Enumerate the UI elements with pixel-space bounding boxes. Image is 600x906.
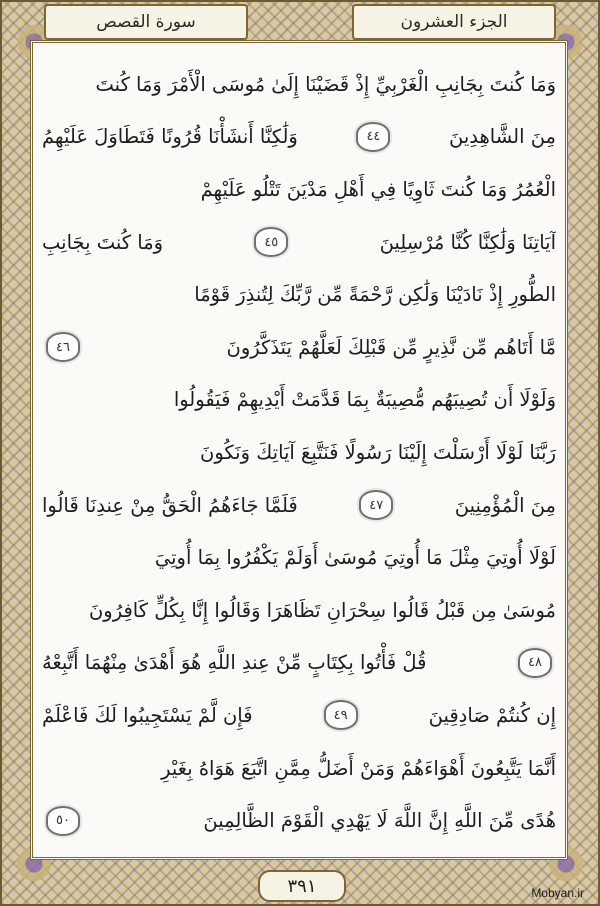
juz-header [352,4,556,40]
verse-text: الطُّورِ إِذْ نَادَيْنَا وَلَٰكِن رَّحْمَةً مِّن رَّبِّكَ لِتُنذِرَ قَوْمًا [194,283,556,307]
verse-text: مُوسَىٰ مِن قَبْلُ قَالُوا سِحْرَانِ تَظَاهَرَا وَقَالُوا إِنَّا بِكُلٍّ كَافِرُونَ [88,598,556,622]
verse-line [42,163,556,216]
verse-text: أَنَّمَا يَتَّبِعُونَ أَهْوَاءَهُمْ وَمَنْ أَضَلُّ مِمَّنِ اتَّبَعَ هَوَاهُ بِغَيْرِ [161,756,556,780]
ayah-number-marker: ٤٦ [46,332,80,362]
verse-text: فَإِن لَّمْ يَسْتَجِيبُوا لَكَ فَاعْلَمْ [42,703,253,727]
verse-text: رَبَّنَا لَوْلَا أَرْسَلْتَ إِلَيْنَا رَسُولًا فَنَتَّبِعَ آيَاتِكَ وَنَكُونَ [200,440,556,464]
verse-line [42,584,556,637]
verse-line [42,531,556,584]
verse-text: وَمَا كُنتَ بِجَانِبِ [42,230,164,254]
verse-text: وَلَٰكِنَّا أَنشَأْنَا قُرُونًا فَتَطَاوَلَ عَلَيْهِمُ [42,125,298,149]
verse-line [42,111,556,164]
juz-label: الجزء العشرون [400,12,508,32]
verse-text: لَوْلَا أُوتِيَ مِثْلَ مَا أُوتِيَ مُوسَىٰ أَوَلَمْ يَكْفُرُوا بِمَا أُوتِيَ [154,546,556,570]
verse-line [42,216,556,269]
verse-text: إِن كُنتُمْ صَادِقِينَ [428,703,556,727]
verse-text: مِنَ الشَّاهِدِينَ [449,125,556,149]
ayah-number-marker: ٥٠ [46,806,80,836]
verse-line [42,426,556,479]
verse-text: آيَاتِنَا وَلَٰكِنَّا كُنَّا مُرْسِلِينَ [379,230,556,254]
verse-line [42,794,556,847]
verse-text: فَلَمَّا جَاءَهُمُ الْحَقُّ مِنْ عِندِنَا قَالُوا [42,493,298,517]
verse-text: مِنَ الْمُؤْمِنِينَ [454,493,556,517]
verse-line [42,742,556,795]
page-number-label: ٣٩١ [287,875,317,897]
verse-text: وَمَا كُنتَ بِجَانِبِ الْغَرْبِيِّ إِذْ قَضَيْنَا إِلَىٰ مُوسَى الْأَمْرَ وَمَا كُنتَ [95,72,556,96]
ayah-number-marker: ٤٩ [324,700,358,730]
verse-text: وَلَوْلَا أَن تُصِيبَهُم مُّصِيبَةٌ بِمَا قَدَّمَتْ أَيْدِيهِمْ فَيَقُولُوا [173,388,556,412]
ayah-number-marker: ٤٧ [359,490,393,520]
ayah-number-marker: ٤٨ [518,648,552,678]
verse-line [42,374,556,427]
surah-header [44,4,248,40]
verse-line [42,479,556,532]
ayah-number-marker: ٤٥ [254,227,288,257]
verse-text: هُدًى مِّنَ اللَّهِ إِنَّ اللَّهَ لَا يَهْدِي الْقَوْمَ الظَّالِمِينَ [203,809,556,833]
verse-line [42,58,556,111]
verse-line [42,268,556,321]
page-number [258,870,346,902]
verse-text: مَّا أَتَاهُم مِّن نَّذِيرٍ مِّن قَبْلِكَ لَعَلَّهُمْ يَتَذَكَّرُونَ [226,335,556,359]
verse-line [42,321,556,374]
quran-text-area [42,58,556,848]
verse-text: الْعُمُرُ وَمَا كُنتَ ثَاوِيًا فِي أَهْلِ مَدْيَنَ تَتْلُو عَلَيْهِمْ [200,177,556,201]
watermark: Mobyan.ir [531,886,584,900]
verse-line [42,689,556,742]
surah-label: سورة القصص [96,12,196,32]
ayah-number-marker: ٤٤ [356,122,390,152]
verse-text: قُلْ فَأْتُوا بِكِتَابٍ مِّنْ عِندِ اللَّهِ هُوَ أَهْدَىٰ مِنْهُمَا أَتَّبِعْهُ [42,651,427,675]
verse-line [42,637,556,690]
